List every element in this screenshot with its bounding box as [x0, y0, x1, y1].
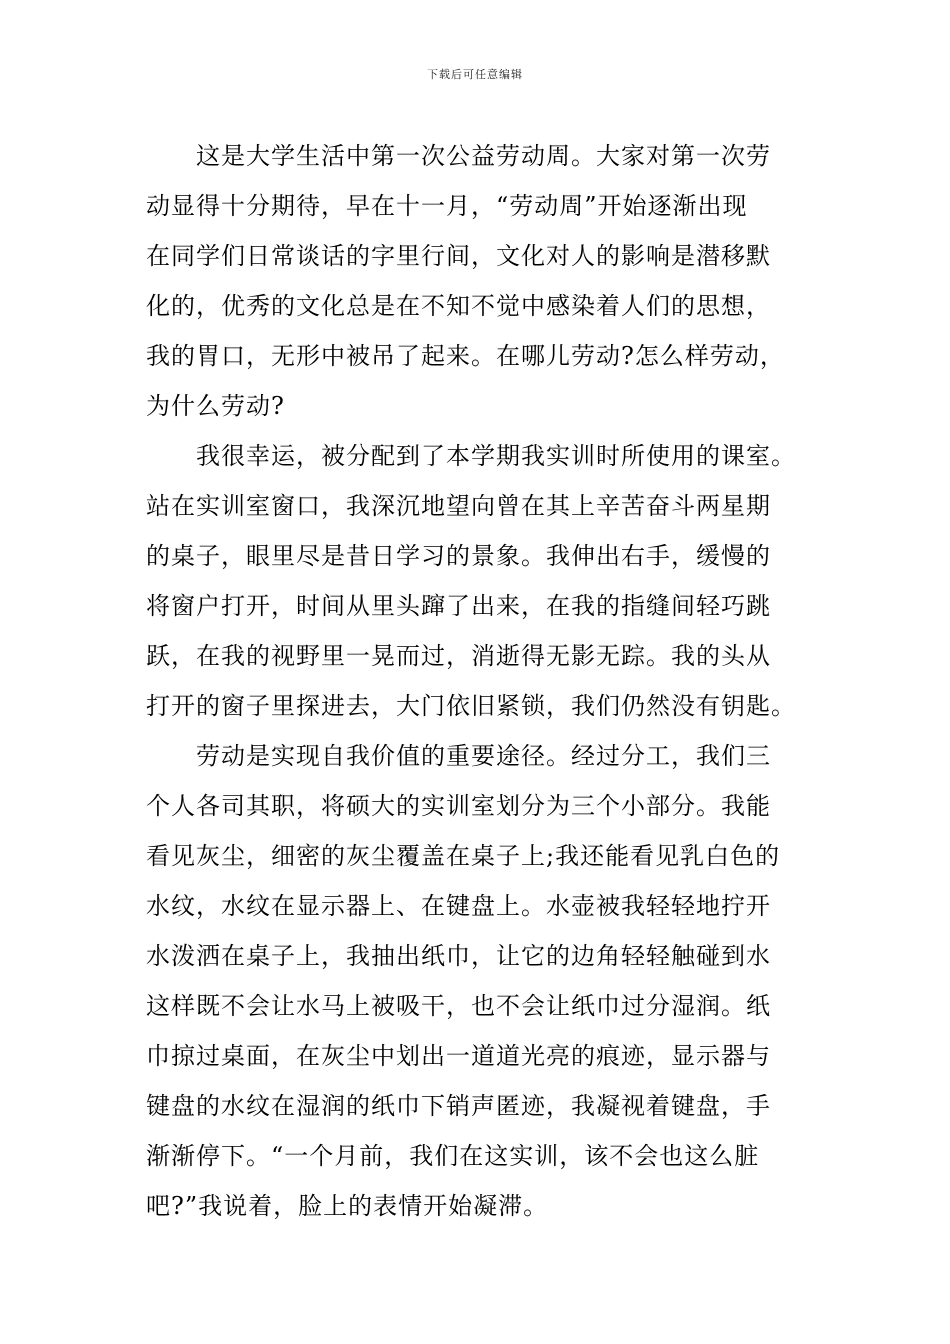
text-line: 水纹，水纹在显示器上、在键盘上。水壶被我轻轻地拧开 — [146, 892, 771, 920]
paragraph-3 — [146, 731, 818, 1231]
text-line: 这样既不会让水马上被吸干，也不会让纸巾过分湿润。纸 — [146, 992, 771, 1020]
text-line: 跃，在我的视野里一晃而过，消逝得无影无踪。我的头从 — [146, 642, 771, 670]
text-line: 这是大学生活中第一次公益劳动周。大家对第一次劳 — [196, 142, 771, 170]
text-line: 为什么劳动? — [146, 392, 285, 420]
text-line: 水泼洒在桌子上，我抽出纸巾，让它的边角轻轻触碰到水 — [146, 942, 771, 970]
text-line: 劳动是实现自我价值的重要途径。经过分工，我们三 — [196, 742, 771, 770]
paragraph-1 — [146, 131, 818, 431]
text-line: 打开的窗子里探进去，大门依旧紧锁，我们仍然没有钥匙。 — [146, 692, 796, 720]
text-line: 化的，优秀的文化总是在不知不觉中感染着人们的思想， — [146, 292, 771, 320]
text-line: 站在实训室窗口，我深沉地望向曾在其上辛苦奋斗两星期 — [146, 492, 771, 520]
text-line: 渐渐停下。“一个月前，我们在这实训，该不会也这么脏 — [146, 1142, 760, 1170]
text-line: 动显得十分期待，早在十一月，“劳动周”开始逐渐出现 — [146, 192, 748, 220]
text-line: 键盘的水纹在湿润的纸巾下销声匿迹，我凝视着键盘，手 — [146, 1092, 771, 1120]
text-line: 将窗户打开，时间从里头蹿了出来，在我的指缝间轻巧跳 — [146, 592, 771, 620]
paragraph-2 — [146, 431, 818, 731]
text-line: 在同学们日常谈话的字里行间，文化对人的影响是潜移默 — [146, 242, 771, 270]
text-line: 我的胃口，无形中被吊了起来。在哪儿劳动?怎么样劳动， — [146, 342, 785, 370]
text-line: 个人各司其职，将硕大的实训室划分为三个小部分。我能 — [146, 792, 771, 820]
document-body — [146, 131, 818, 1231]
text-line: 巾掠过桌面，在灰尘中划出一道道光亮的痕迹，显示器与 — [146, 1042, 771, 1070]
page-header: 下载后可任意编辑 — [427, 68, 523, 81]
text-line: 我很幸运，被分配到了本学期我实训时所使用的课室。 — [196, 442, 796, 470]
text-line: 吧?”我说着，脸上的表情开始凝滞。 — [146, 1192, 549, 1220]
text-line: 的桌子，眼里尽是昔日学习的景象。我伸出右手，缓慢的 — [146, 542, 771, 570]
text-line: 看见灰尘，细密的灰尘覆盖在桌子上;我还能看见乳白色的 — [146, 842, 781, 870]
